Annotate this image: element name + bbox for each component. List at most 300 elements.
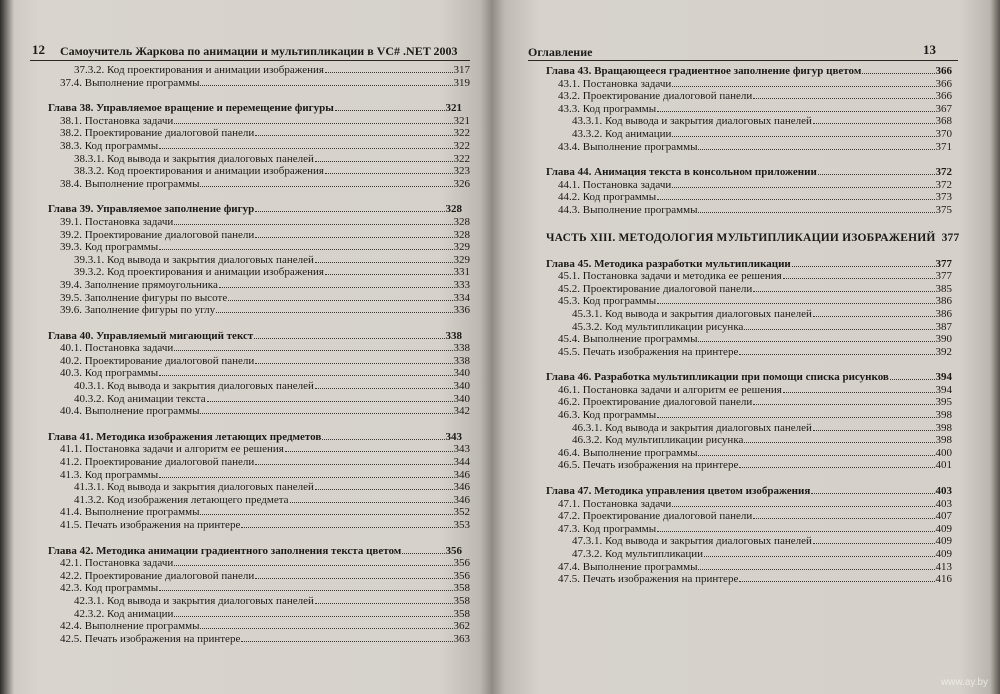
toc-page-number: 346 [453, 481, 470, 494]
toc-dot-leader [402, 544, 444, 554]
toc-dot-leader [315, 379, 453, 389]
toc-entry-title: 43.3.1. Код вывода и закрытия диалоговых панелей [572, 115, 812, 128]
toc-page-number: 366 [935, 90, 952, 103]
toc-entry-title: 47.2. Проектирование диалоговой панели [558, 510, 753, 523]
toc-page-number: 367 [935, 102, 952, 115]
toc-page-number: 343 [445, 430, 462, 443]
toc-entry-title: Глава 46. Разработка мультипликации при помощи списка рисунков [546, 371, 889, 384]
toc-dot-leader [783, 383, 935, 393]
toc-entry-title: 44.1. Постановка задачи [558, 178, 672, 191]
toc-page-number: 401 [935, 459, 952, 472]
toc-dot-leader [254, 329, 444, 339]
toc-entry-title: 47.3.2. Код мультипликации [572, 548, 704, 560]
toc-section [528, 203, 952, 216]
watermark: www.ay.by [940, 677, 988, 688]
toc-subsection [30, 63, 470, 76]
toc-page-number: 358 [453, 607, 470, 620]
toc-page-number: 322 [453, 152, 470, 165]
toc-page-number: 398 [935, 409, 952, 422]
toc-dot-leader [672, 178, 934, 188]
toc-subsection [528, 547, 952, 560]
toc-page-number: 373 [935, 191, 952, 204]
toc-subsection [528, 421, 952, 434]
toc-dot-leader [285, 442, 453, 452]
toc-section [528, 178, 952, 191]
toc-dot-leader [216, 303, 452, 313]
toc-page-number: 372 [935, 178, 952, 191]
toc-page-number: 390 [935, 333, 952, 346]
toc-spacer [30, 316, 470, 329]
toc-page-number: 370 [935, 127, 952, 140]
toc-page-number: 403 [935, 497, 952, 510]
toc-page-number: 372 [935, 166, 952, 179]
toc-page-number: 395 [935, 396, 952, 409]
toc-page-number: 328 [445, 203, 462, 216]
toc-section [30, 177, 470, 190]
toc-entry-title: Глава 47. Методика управления цветом изображения [546, 485, 811, 498]
toc-dot-leader [698, 140, 934, 150]
toc-page-number: 392 [935, 345, 952, 358]
toc-entry-title: 41.4. Выполнение программы [60, 506, 200, 519]
toc-entry-title: 38.4. Выполнение программы [60, 177, 200, 190]
toc-section [30, 442, 470, 455]
toc-chapter [30, 544, 462, 557]
toc-page-number: 329 [453, 253, 470, 266]
toc-section [528, 102, 952, 115]
toc-subsection [30, 379, 470, 392]
toc-page-number: 409 [935, 535, 952, 548]
toc-spacer [30, 88, 470, 101]
toc-dot-leader [704, 547, 934, 557]
toc-entry-title: 39.3.2. Код проектирования и анимации изображения [74, 266, 324, 279]
toc-dot-leader [813, 114, 935, 124]
toc-subsection [30, 164, 470, 177]
toc-entry-title: 46.5. Печать изображения на принтере [558, 459, 739, 472]
toc-entry-title: 39.5. Заполнение фигуры по высоте [60, 291, 228, 304]
toc-section [30, 505, 470, 518]
toc-chapter [30, 101, 462, 114]
toc-chapter [528, 64, 952, 77]
toc-page-number: 338 [453, 354, 470, 367]
toc-entry-title: 39.1. Постановка задачи [60, 215, 174, 228]
toc-part-heading [528, 231, 960, 246]
toc-page-number: 358 [453, 594, 470, 607]
toc-subsection [528, 534, 952, 547]
toc-section [528, 522, 952, 535]
right-running-title: Оглавление [528, 45, 593, 59]
toc-section [528, 446, 952, 459]
toc-page-number: 371 [935, 140, 952, 153]
toc-dot-leader [315, 480, 453, 490]
toc-page-number: 322 [453, 139, 470, 152]
toc-entry-title: 43.3. Код программы [558, 102, 657, 115]
toc-dot-leader [672, 127, 934, 137]
toc-dot-leader [813, 421, 935, 431]
toc-entry-title: 40.3.1. Код вывода и закрытия диалоговых панелей [74, 380, 314, 393]
toc-page-number: 322 [453, 127, 470, 140]
toc-dot-leader [792, 257, 935, 267]
toc-entry-title: 47.3.1. Код вывода и закрытия диалоговых панелей [572, 535, 812, 548]
toc-entry-title: 41.1. Постановка задачи и алгоритм ее решения [60, 443, 284, 456]
toc-section [30, 455, 470, 468]
toc-section [30, 228, 470, 241]
toc-entry-title: 43.2. Проектирование диалоговой панели [558, 90, 753, 103]
toc-dot-leader [174, 556, 452, 566]
toc-section [30, 366, 470, 379]
toc-page-number: 368 [935, 115, 952, 128]
toc-entry-title: 41.2. Проектирование диалоговой панели [60, 456, 255, 469]
toc-subsection [528, 320, 952, 333]
toc-entry-title: 46.3. Код программы [558, 409, 657, 422]
toc-entry-title: 47.5. Печать изображения на принтере [558, 573, 739, 586]
toc-section [30, 518, 470, 531]
toc-dot-leader [255, 569, 452, 579]
toc-page-number: 398 [935, 434, 952, 447]
toc-entry-title: 42.3.1. Код вывода и закрытия диалоговых панелей [74, 594, 314, 607]
toc-dot-leader [818, 165, 935, 175]
toc-section [30, 569, 470, 582]
toc-section [528, 190, 952, 203]
toc-section [528, 282, 952, 295]
toc-entry-title: 43.1. Постановка задачи [558, 77, 672, 90]
toc-page-number: 377 [941, 231, 960, 244]
toc-entry-title: 38.3.2. Код проектирования и анимации изображения [74, 165, 324, 178]
toc-dot-leader [200, 177, 452, 187]
toc-section [30, 632, 470, 645]
toc-page-number: 356 [445, 544, 462, 557]
toc-section [30, 468, 470, 481]
toc-page-number: 366 [935, 65, 952, 77]
toc-entry-title: 41.5. Печать изображения на принтере [60, 519, 241, 531]
toc-entry-title: 42.2. Проектирование диалоговой панели [60, 569, 255, 582]
toc-entry-title: Глава 43. Вращающееся градиентное заполнение фигур цветом [546, 65, 862, 77]
toc-page-number: 329 [453, 241, 470, 254]
toc-section [528, 509, 952, 522]
toc-section [30, 341, 470, 354]
toc-dot-leader [159, 139, 452, 149]
toc-chapter [528, 370, 952, 383]
toc-entry-title: 41.3.1. Код вывода и закрытия диалоговых панелей [74, 481, 314, 494]
toc-page-number: 387 [935, 320, 952, 333]
toc-spacer [528, 216, 958, 231]
toc-dot-leader [315, 594, 453, 604]
toc-page-number: 321 [445, 102, 462, 115]
toc-page-number: 333 [453, 278, 470, 291]
toc-entry-title: 38.2. Проектирование диалоговой панели [60, 127, 255, 140]
left-running-title: Самоучитель Жаркова по анимации и мультипликации в VC# .NET 2003 [60, 44, 458, 58]
toc-entry-title: 45.3. Код программы [558, 295, 657, 308]
toc-entry-title: 38.3.1. Код вывода и закрытия диалоговых панелей [74, 152, 314, 165]
toc-entry-title: Глава 38. Управляемое вращение и перемещение фигуры [48, 102, 334, 115]
toc-page-number: 319 [453, 76, 470, 89]
toc-entry-title: 39.4. Заполнение прямоугольника [60, 278, 218, 291]
toc-section [30, 114, 470, 127]
toc-dot-leader [753, 282, 934, 292]
toc-page-number: 407 [935, 510, 952, 523]
toc-page-number: 338 [453, 342, 470, 355]
toc-dot-leader [315, 253, 453, 263]
toc-section [30, 76, 470, 89]
toc-subsection [30, 594, 470, 607]
toc-entry-title: 37.3.2. Код проектирования и анимации изображения [74, 64, 324, 76]
toc-dot-leader [698, 203, 934, 213]
toc-page-number: 338 [445, 329, 462, 342]
toc-dot-leader [200, 76, 452, 86]
toc-dot-leader [739, 572, 934, 582]
toc-section [30, 581, 470, 594]
toc-dot-leader [698, 560, 934, 570]
toc-page-number: 321 [453, 114, 470, 127]
toc-dot-leader [255, 126, 452, 136]
toc-dot-leader [200, 404, 452, 414]
toc-dot-leader [290, 493, 453, 503]
toc-page-number: 346 [453, 468, 470, 481]
toc-page-number: 331 [453, 266, 470, 279]
toc-entry-title: 45.3.1. Код вывода и закрытия диалоговых панелей [572, 307, 812, 320]
toc-spacer [30, 417, 470, 430]
toc-page-number: 344 [453, 456, 470, 469]
left-page-number: 12 [32, 42, 45, 57]
toc-entry-title: 42.1. Постановка задачи [60, 557, 174, 570]
toc-entry-title: 39.3.1. Код вывода и закрытия диалоговых панелей [74, 253, 314, 266]
toc-chapter [30, 202, 462, 215]
toc-dot-leader [753, 89, 934, 99]
toc-entry-title: 39.2. Проектирование диалоговой панели [60, 228, 255, 241]
toc-entry-title: 37.4. Выполнение программы [60, 76, 200, 89]
toc-page-number: 409 [935, 522, 952, 535]
toc-section [528, 332, 952, 345]
toc-subsection [30, 392, 470, 405]
toc-subsection [30, 152, 470, 165]
toc-entry-title: 46.2. Проектирование диалоговой панели [558, 396, 753, 409]
toc-entry-title: 45.5. Печать изображения на принтере [558, 345, 739, 358]
toc-entry-title: 41.3. Код программы [60, 468, 159, 481]
toc-subsection [30, 253, 470, 266]
toc-spacer [528, 246, 958, 257]
toc-page-number: 394 [935, 383, 952, 396]
toc-dot-leader [657, 522, 934, 532]
toc-section [528, 497, 952, 510]
toc-page-number: 346 [453, 493, 470, 506]
toc-page-number: 317 [453, 64, 470, 76]
toc-dot-leader [753, 395, 934, 405]
toc-section [30, 556, 470, 569]
toc-dot-leader [672, 497, 934, 507]
left-page [30, 0, 470, 694]
toc-spacer [528, 357, 958, 370]
toc-dot-leader [241, 632, 452, 642]
toc-entry-title: 47.4. Выполнение программы [558, 560, 698, 573]
toc-dot-leader [813, 534, 935, 544]
toc-entry-title: 41.3.2. Код изображения летающего предмета [74, 493, 289, 506]
toc-entry-title: 42.5. Печать изображения на принтере [60, 632, 241, 645]
toc-page-number: 358 [453, 582, 470, 595]
toc-section [30, 303, 470, 316]
toc-dot-leader [890, 370, 935, 380]
toc-dot-leader [255, 228, 452, 238]
toc-dot-leader [200, 619, 452, 629]
toc-entry-title: 40.1. Постановка задачи [60, 342, 174, 355]
toc-entry-title: 39.6. Заполнение фигуры по углу [60, 304, 216, 317]
toc-entry-title: 45.1. Постановка задачи и методика ее решения [558, 270, 782, 283]
toc-dot-leader [228, 291, 452, 301]
toc-dot-leader [657, 190, 934, 200]
toc-dot-leader [739, 458, 934, 468]
toc-dot-leader [159, 468, 452, 478]
toc-subsection [30, 265, 470, 278]
toc-subsection [30, 607, 470, 620]
toc-dot-leader [698, 446, 934, 456]
toc-page-number: 328 [453, 215, 470, 228]
toc-dot-leader [753, 509, 934, 519]
toc-subsection [528, 127, 952, 140]
toc-page-number: 353 [453, 519, 470, 531]
toc-dot-leader [657, 408, 934, 418]
toc-entry-title: 46.4. Выполнение программы [558, 446, 698, 459]
toc-subsection [528, 433, 952, 446]
toc-entry-title: 40.4. Выполнение программы [60, 405, 200, 418]
toc-page-number: 356 [453, 557, 470, 570]
toc-dot-leader [255, 354, 452, 364]
toc-dot-leader [207, 392, 453, 402]
toc-page-number: 352 [453, 506, 470, 519]
toc-dot-leader [159, 366, 452, 376]
toc-entry-title: 38.3. Код программы [60, 139, 159, 152]
toc-entry-title: 40.3.2. Код анимации текста [74, 392, 206, 405]
toc-dot-leader [811, 484, 934, 494]
toc-entry-title: 40.3. Код программы [60, 367, 159, 380]
toc-page-number: 416 [935, 573, 952, 586]
toc-section [528, 408, 952, 421]
toc-dot-leader [241, 518, 452, 528]
toc-dot-leader [672, 77, 934, 87]
toc-chapter [528, 165, 952, 178]
toc-dot-leader [322, 430, 444, 440]
right-page [528, 0, 958, 694]
toc-dot-leader [937, 232, 941, 241]
toc-entry-title: 46.3.2. Код мультипликации рисунка [572, 434, 744, 447]
toc-section [528, 269, 952, 282]
toc-subsection [528, 307, 952, 320]
toc-dot-leader [255, 455, 452, 465]
toc-dot-leader [174, 341, 452, 351]
toc-page-number: 375 [935, 203, 952, 216]
toc-chapter [30, 329, 462, 342]
toc-section [30, 139, 470, 152]
toc-dot-leader [698, 332, 934, 342]
toc-entry-title: 42.3. Код программы [60, 582, 159, 595]
toc-section [30, 126, 470, 139]
toc-section [30, 278, 470, 291]
toc-entry-title: ЧАСТЬ XIII. МЕТОДОЛОГИЯ МУЛЬТИПЛИКАЦИИ ИЗОБРАЖЕНИЙ [546, 231, 936, 244]
toc-dot-leader [219, 278, 453, 288]
toc-section [30, 404, 470, 417]
toc-section [528, 77, 952, 90]
toc-subsection [30, 493, 470, 506]
toc-page-number: 409 [935, 548, 952, 560]
toc-section [528, 458, 952, 471]
toc-entry-title: 39.3. Код программы [60, 241, 159, 254]
toc-entry-title: 45.2. Проектирование диалоговой панели [558, 282, 753, 295]
toc-entry-title: 38.1. Постановка задачи [60, 114, 174, 127]
toc-dot-leader [657, 102, 934, 112]
toc-entry-title: 43.4. Выполнение программы [558, 140, 698, 153]
toc-page-number: 386 [935, 295, 952, 308]
toc-page-number: 386 [935, 307, 952, 320]
toc-section [528, 294, 952, 307]
toc-page-number: 394 [935, 371, 952, 384]
right-page-number: 13 [923, 42, 936, 57]
toc-dot-leader [159, 240, 452, 250]
toc-section [528, 140, 952, 153]
toc-section [528, 345, 952, 358]
toc-page-number: 362 [453, 620, 470, 633]
toc-entry-title: Глава 42. Методика анимации градиентного заполнения текста цветом [48, 544, 402, 557]
toc-entry-title: Глава 39. Управляемое заполнение фигур [48, 203, 255, 216]
toc-dot-leader [174, 215, 452, 225]
toc-entry-title: 44.3. Выполнение программы [558, 203, 698, 216]
toc-section [30, 215, 470, 228]
toc-spacer [528, 471, 958, 484]
toc-entry-title: 45.3.2. Код мультипликации рисунка [572, 320, 744, 333]
toc-dot-leader [813, 307, 935, 317]
toc-section [528, 395, 952, 408]
toc-page-number: 385 [935, 282, 952, 295]
toc-page-number: 403 [935, 485, 952, 498]
toc-page-number: 336 [453, 304, 470, 317]
toc-entry-title: 42.4. Выполнение программы [60, 620, 200, 633]
toc-dot-leader [325, 164, 453, 174]
toc-page-number: 400 [935, 446, 952, 459]
toc-page-number: 366 [935, 77, 952, 90]
toc-section [30, 354, 470, 367]
toc-section [528, 572, 952, 585]
right-toc [528, 64, 958, 585]
toc-dot-leader [325, 265, 453, 275]
toc-page-number: 340 [453, 380, 470, 393]
toc-entry-title: 47.1. Постановка задачи [558, 497, 672, 510]
right-running-head [528, 44, 958, 61]
toc-page-number: 340 [453, 392, 470, 405]
toc-page-number: 377 [935, 257, 952, 270]
toc-entry-title: 40.2. Проектирование диалоговой панели [60, 354, 255, 367]
toc-dot-leader [325, 63, 453, 73]
toc-page-number: 328 [453, 228, 470, 241]
left-toc [30, 63, 470, 644]
toc-entry-title: 44.2. Код программы [558, 191, 657, 204]
toc-page-number: 377 [935, 270, 952, 283]
toc-dot-leader [315, 152, 453, 162]
toc-page-number: 334 [453, 291, 470, 304]
toc-dot-leader [174, 607, 452, 617]
toc-subsection [528, 114, 952, 127]
toc-spacer [30, 189, 470, 202]
toc-page-number: 363 [453, 632, 470, 645]
toc-page-number: 326 [453, 177, 470, 190]
toc-spacer [528, 152, 958, 165]
toc-section [528, 89, 952, 102]
toc-section [528, 383, 952, 396]
left-running-head [30, 44, 470, 61]
toc-entry-title: Глава 44. Анимация текста в консольном приложении [546, 166, 817, 179]
toc-entry-title: 46.1. Постановка задачи и алгоритм ее решения [558, 383, 782, 396]
toc-page-number: 342 [453, 405, 470, 418]
toc-entry-title: 46.3.1. Код вывода и закрытия диалоговых панелей [572, 421, 812, 434]
toc-chapter [30, 430, 462, 443]
toc-page-number: 323 [453, 165, 470, 178]
toc-dot-leader [657, 294, 934, 304]
toc-section [30, 240, 470, 253]
